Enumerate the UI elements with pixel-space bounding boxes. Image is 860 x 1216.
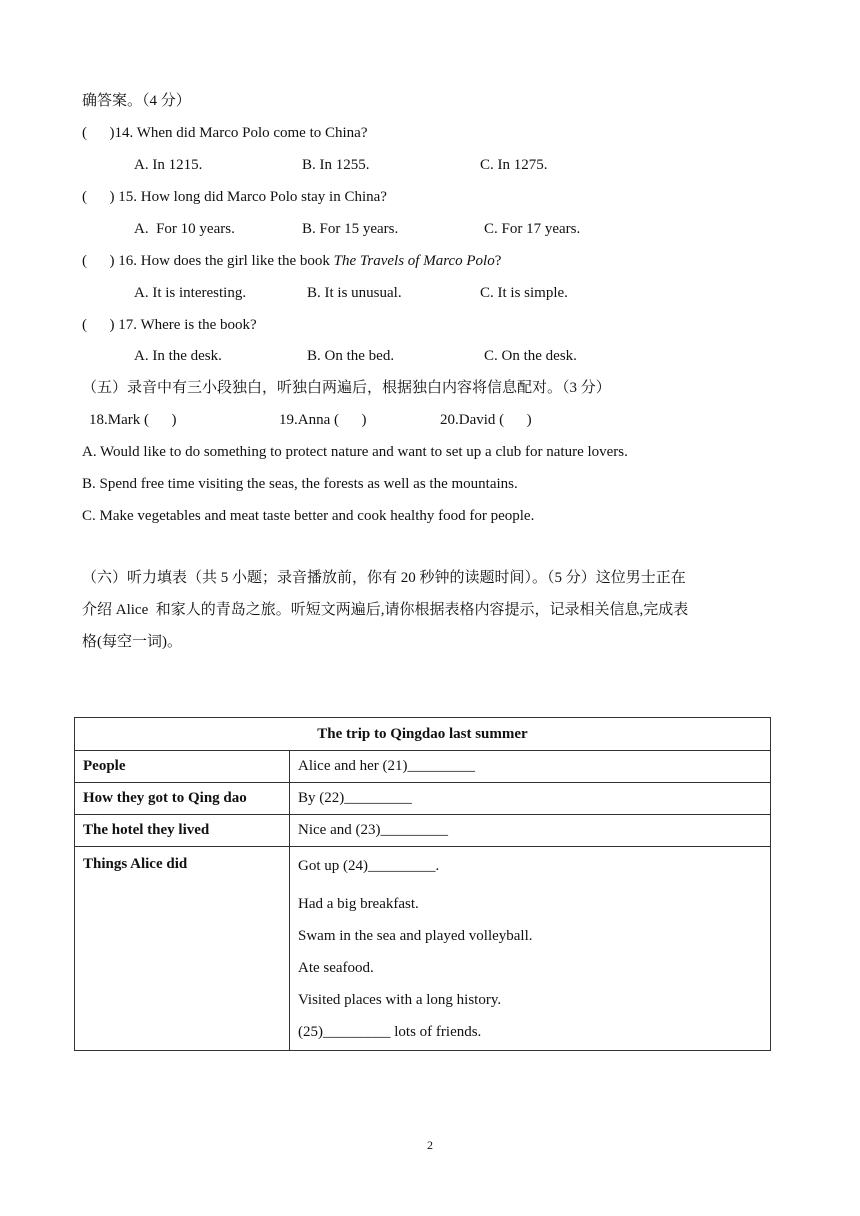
question-15: ( ) 15. How long did Marco Polo stay in China? [82, 189, 387, 205]
q15-option-b: B. For 15 years. [302, 221, 399, 237]
row-value-things [290, 847, 771, 1051]
q17-option-b: B. On the bed. [307, 348, 395, 364]
table-row [75, 815, 771, 847]
intro-tail: 确答案。（4 分） [82, 93, 191, 109]
q16-option-b: B. It is unusual. [307, 285, 402, 301]
q16-option-c: C. It is simple. [480, 285, 568, 301]
activity-item: Had a big breakfast. [298, 896, 419, 912]
match-item-19: 19.Anna ( ) [279, 412, 367, 428]
q15-option-c: C. For 17 years. [484, 221, 581, 237]
table-row [75, 847, 771, 1051]
match-item-20: 20.David ( ) [440, 412, 532, 428]
trip-table [74, 717, 771, 1051]
table-row [75, 751, 771, 783]
section5-heading: （五）录音中有三小段独白，听独白两遍后，根据独白内容将信息配对。（3 分） [82, 380, 611, 396]
table-row [75, 783, 771, 815]
q14-option-a: A. In 1215. [134, 157, 203, 173]
match-item-18: 18.Mark ( ) [89, 412, 177, 428]
book-title: The Travels of Marco Polo [333, 253, 495, 269]
row-label-hotel: The hotel they lived [75, 815, 290, 847]
table-title: The trip to Qingdao last summer [75, 718, 771, 751]
section6-line-2: 介绍 Alice 和家人的青岛之旅。听短文两遍后,请你根据表格内容提示，记录相关信息,完成表 [82, 602, 689, 618]
row-label-things: Things Alice did [75, 847, 290, 1051]
activity-item: Got up (24)_________. [298, 858, 440, 874]
row-value-people: Alice and her (21)_________ [290, 751, 771, 783]
row-value-transport: By (22)_________ [290, 783, 771, 815]
activity-item: Visited places with a long history. [298, 992, 502, 1008]
activity-item: (25)_________ lots of friends. [298, 1024, 482, 1040]
q16-prefix: ( ) 16. How does the girl like the book [82, 253, 334, 269]
activity-item: Swam in the sea and played volleyball. [298, 928, 533, 944]
section6-line-1: （六）听力填表（共 5 小题；录音播放前，你有 20 秒钟的读题时间）。（5 分）这位男士正在 [82, 570, 686, 586]
page-number: 2 [427, 1138, 433, 1152]
q17-option-a: A. In the desk. [134, 348, 222, 364]
question-14: ( )14. When did Marco Polo come to China? [82, 125, 368, 141]
question-17: ( ) 17. Where is the book? [82, 317, 257, 333]
match-choice-a: A. Would like to do something to protect nature and want to set up a club for nature lovers. [82, 444, 628, 460]
match-choice-c: C. Make vegetables and meat taste better and cook healthy food for people. [82, 508, 535, 524]
row-value-hotel: Nice and (23)_________ [290, 815, 771, 847]
table-header-row [75, 718, 771, 751]
match-choice-b: B. Spend free time visiting the seas, the forests as well as the mountains. [82, 476, 518, 492]
row-label-transport: How they got to Qing dao [75, 783, 290, 815]
section6-line-3: 格(每空一词)。 [82, 634, 182, 650]
row-label-people: People [75, 751, 290, 783]
q14-option-c: C. In 1275. [480, 157, 548, 173]
activity-item: Ate seafood. [298, 960, 374, 976]
question-16 [82, 251, 501, 271]
q17-option-c: C. On the desk. [484, 348, 577, 364]
q14-option-b: B. In 1255. [302, 157, 370, 173]
q16-suffix: ? [494, 253, 502, 269]
q15-option-a: A. For 10 years. [134, 221, 235, 237]
q16-option-a: A. It is interesting. [134, 285, 247, 301]
